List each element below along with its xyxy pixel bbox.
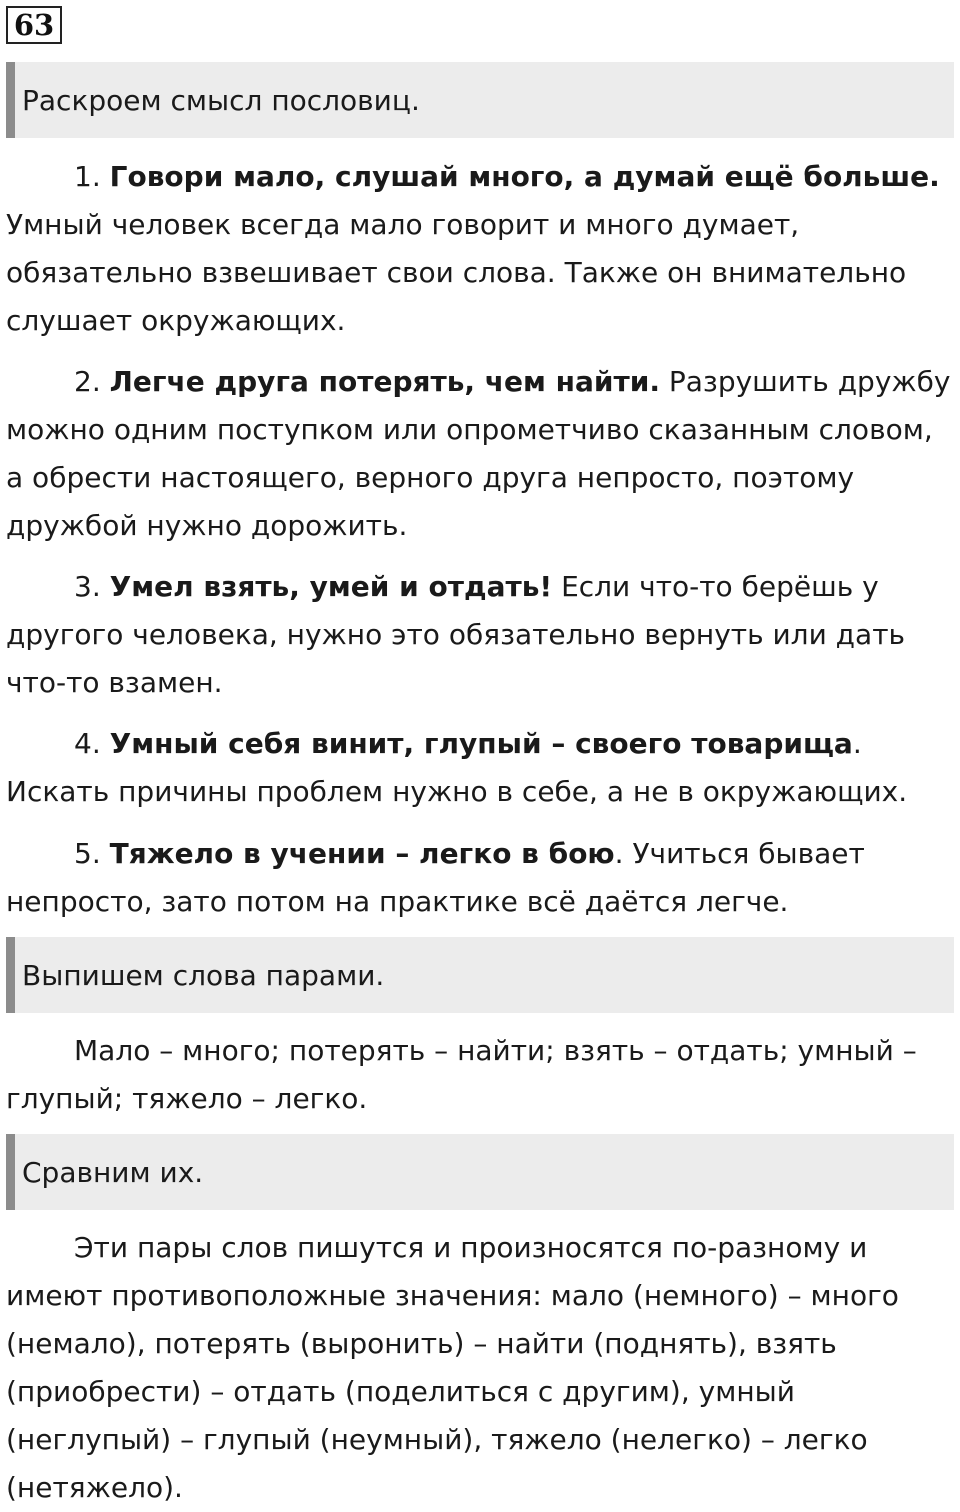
proverb-number: 3. [74,570,101,603]
pairs-paragraph: Мало – много; потерять – найти; взять – отдать; умный – глупый; тяжело – легко. [6,1034,917,1115]
proverb-title: Умный себя винит, глупый – своего товарища [109,727,853,760]
section-header-meaning [6,62,954,138]
proverb-title: Тяжело в учении – легко в бою [109,837,615,870]
compare-paragraph: Эти пары слов пишутся и произносятся по-разному и имеют противоположные значения: мало (немного) – много (немало), потерять (выронить) – найти (поднять), взять (приобрести) – отдать (поделиться с другим), умный (неглупый) – глупый (неумный), тяжело (нелегко) – легко (нетяжело). [6,1231,899,1504]
proverb-item [6,830,956,926]
proverb-title: Умел взять, умей и отдать! [109,570,553,603]
proverb-item [6,358,956,550]
section-header-pairs [6,937,954,1013]
proverb-item [6,153,956,345]
proverb-explanation: . Учиться бывает непросто, зато потом на практике всё даётся легче. [6,837,865,918]
proverb-number: 4. [74,727,101,760]
proverb-number: 1. [74,160,101,193]
task-number: 63 [6,6,62,44]
section-header-label: Раскроем смысл пословиц. [22,83,420,117]
proverb-number: 5. [74,837,101,870]
section-header-compare [6,1134,954,1210]
proverb-explanation: Умный человек всегда мало говорит и много думает, обязательно взвешивает свои слова. Также он внимательно слушает окружающих. [6,208,907,337]
section-header-label: Выпишем слова парами. [22,958,385,992]
proverb-explanation: Разрушить дружбу можно одним поступком или опрометчиво сказанным словом, а обрести настоящего, верного друга непросто, поэтому дружбой нужно дорожить. [6,365,951,542]
proverb-explanation: . Искать причины проблем нужно в себе, а не в окружающих. [6,727,908,808]
proverb-title: Легче друга потерять, чем найти. [109,365,660,398]
proverb-item [6,563,956,707]
proverb-number: 2. [74,365,101,398]
proverb-item [6,720,956,816]
section-header-label: Сравним их. [22,1155,204,1189]
proverb-title: Говори мало, слушай много, а думай ещё больше. [109,160,940,193]
proverb-explanation: Если что-то берёшь у другого человека, нужно это обязательно вернуть или дать что-то взамен. [6,570,906,699]
